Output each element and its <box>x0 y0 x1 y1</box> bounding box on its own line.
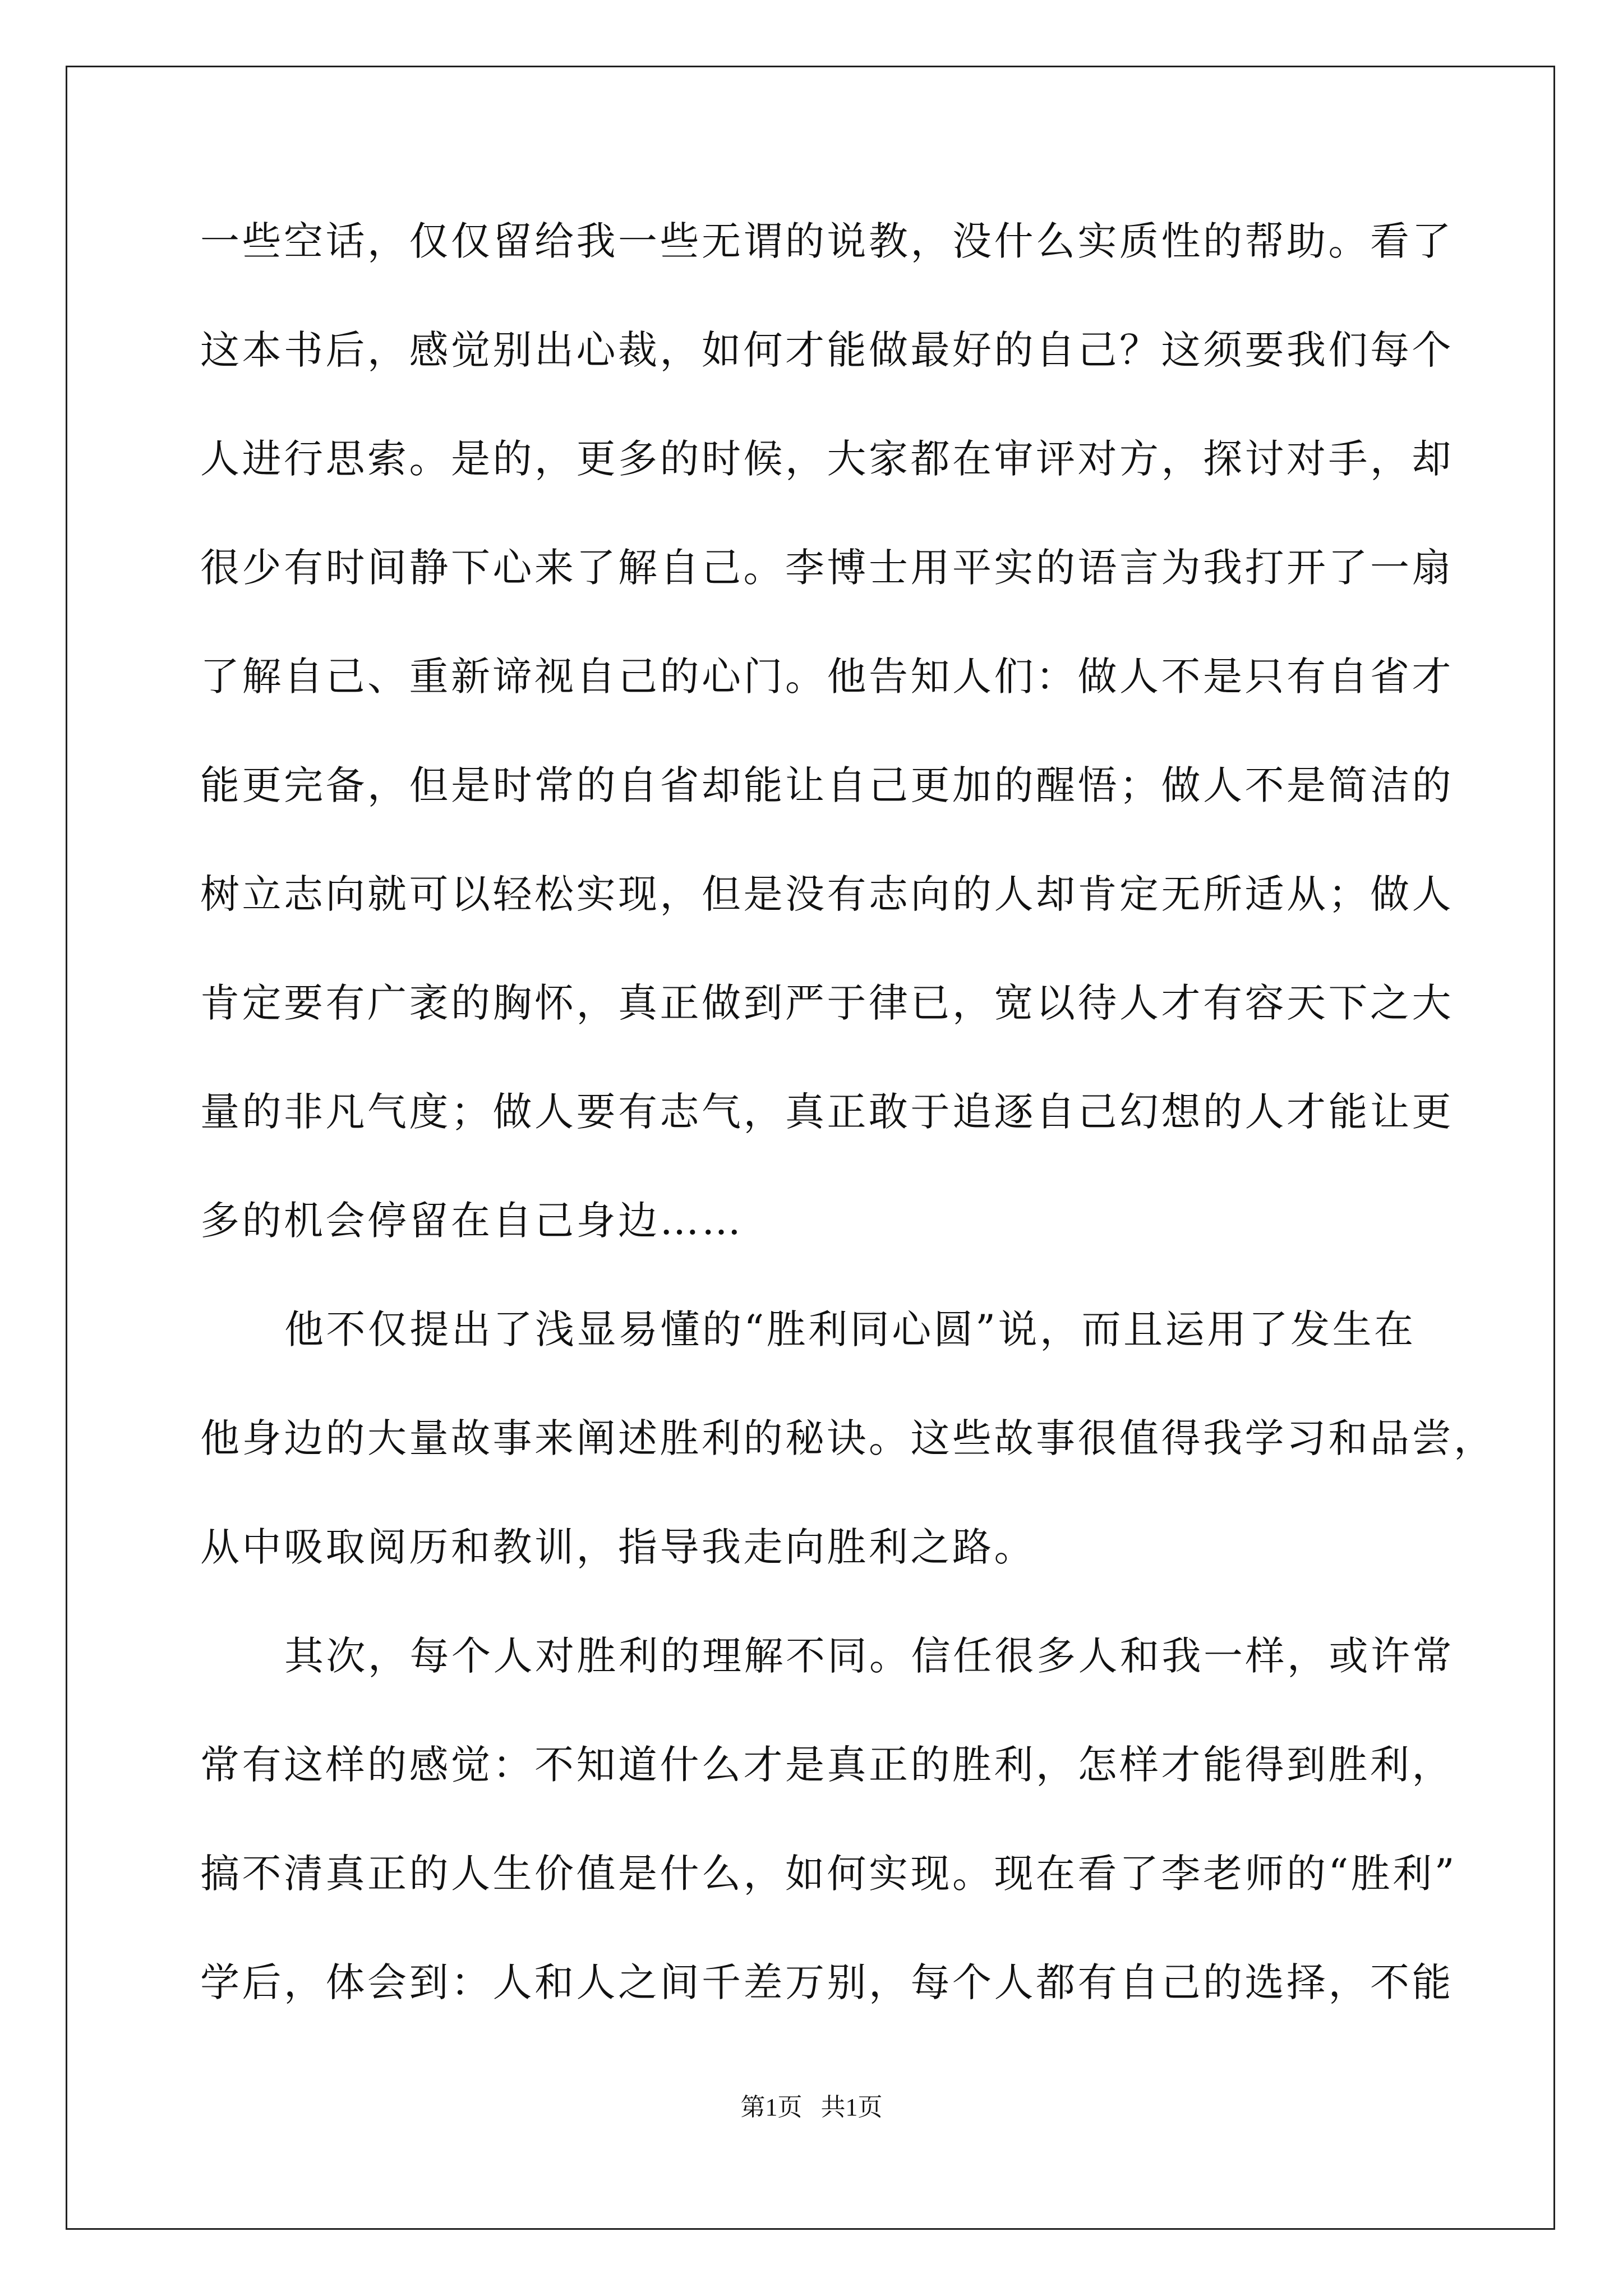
text-line: 他身边的大量故事来阐述胜利的秘诀。这些故事很值得我学习和品尝， <box>200 1415 1496 1461</box>
paragraph-first-line: 他不仅提出了浅显易懂的“胜利同心圆”说，而且运用了发生在 <box>284 1306 1416 1352</box>
document-body <box>200 208 1496 2058</box>
page-footer: 第1页 共1页 <box>740 2093 883 2121</box>
text-line: 多的机会停留在自己身边…… <box>200 1198 744 1244</box>
paragraph-first-line: 其次，每个人对胜利的理解不同。信任很多人和我一样，或许常 <box>284 1633 1454 1679</box>
text-line: 人进行思索。是的，更多的时候，大家都在审评对方，探讨对手，却 <box>200 436 1454 482</box>
text-line: 能更完备，但是时常的自省却能让自己更加的醒悟；做人不是简洁的 <box>200 762 1454 808</box>
text-line: 很少有时间静下心来了解自己。李博士用平实的语言为我打开了一扇 <box>200 545 1454 591</box>
text-line: 量的非凡气度；做人要有志气，真正敢于追逐自己幻想的人才能让更 <box>200 1089 1454 1135</box>
text-line: 树立志向就可以轻松实现，但是没有志向的人却肯定无所适从；做人 <box>200 871 1454 917</box>
text-line: 肯定要有广袤的胸怀，真正做到严于律已，宽以待人才有容天下之大 <box>200 980 1454 1026</box>
text-line: 了解自己、重新谛视自己的心门。他告知人们：做人不是只有自省才 <box>200 654 1454 700</box>
text-line: 搞不清真正的人生价值是什么，如何实现。现在看了李老师的“胜利” <box>200 1851 1458 1897</box>
text-line: 一些空话，仅仅留给我一些无谓的说教，没什么实质性的帮助。看了 <box>200 218 1454 264</box>
text-line: 从中吸取阅历和教训，指导我走向胜利之路。 <box>200 1524 1036 1570</box>
text-line: 这本书后，感觉别出心裁，如何才能做最好的自己？这须要我们每个 <box>200 327 1454 373</box>
text-line: 学后，体会到：人和人之间千差万别，每个人都有自己的选择，不能 <box>200 1959 1454 2005</box>
text-line: 常有这样的感觉：不知道什么才是真正的胜利，怎样才能得到胜利， <box>200 1742 1454 1788</box>
